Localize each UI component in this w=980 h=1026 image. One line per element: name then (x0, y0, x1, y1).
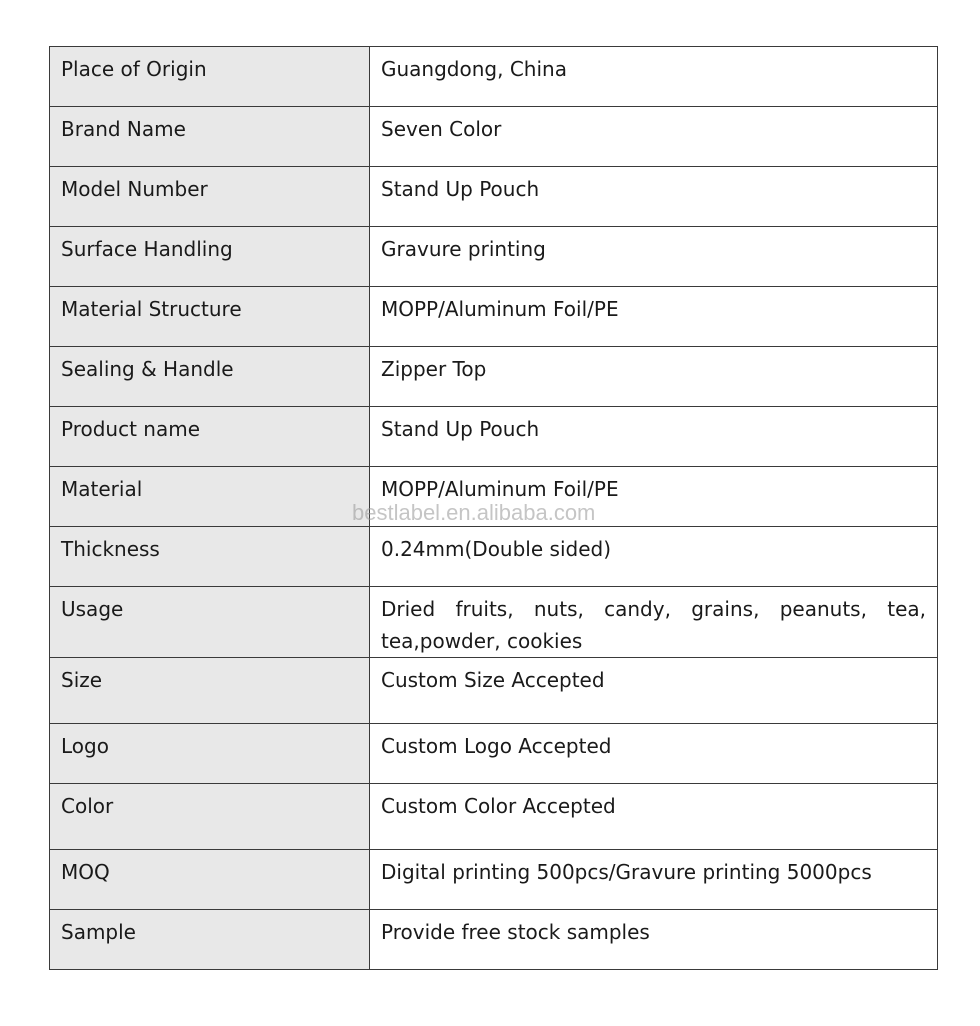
spec-label: Sealing & Handle (50, 347, 370, 407)
spec-value: Custom Size Accepted (370, 658, 938, 724)
spec-label: Product name (50, 407, 370, 467)
table-row (50, 658, 938, 724)
table-row (50, 467, 938, 527)
spec-value: Seven Color (370, 107, 938, 167)
spec-value: MOPP/Aluminum Foil/PE (370, 287, 938, 347)
table-row (50, 227, 938, 287)
spec-label: Place of Origin (50, 47, 370, 107)
spec-value: MOPP/Aluminum Foil/PE (370, 467, 938, 527)
spec-value: Gravure printing (370, 227, 938, 287)
table-row (50, 47, 938, 107)
spec-value: Provide free stock samples (370, 910, 938, 970)
spec-value: 0.24mm(Double sided) (370, 527, 938, 587)
table-row (50, 107, 938, 167)
table-row (50, 587, 938, 658)
spec-value: Custom Color Accepted (370, 784, 938, 850)
spec-value: Dried fruits, nuts, candy, grains, peanuts, tea, tea,powder, cookies (370, 587, 938, 658)
spec-label: Logo (50, 724, 370, 784)
spec-label: Sample (50, 910, 370, 970)
table-row (50, 347, 938, 407)
spec-label: Model Number (50, 167, 370, 227)
spec-value: Digital printing 500pcs/Gravure printing 5000pcs (370, 850, 938, 910)
spec-label: Size (50, 658, 370, 724)
table-row (50, 850, 938, 910)
spec-value: Guangdong, China (370, 47, 938, 107)
table-row (50, 407, 938, 467)
watermark: bestlabel.en.alibaba.com (352, 500, 596, 525)
spec-value: Zipper Top (370, 347, 938, 407)
spec-label: Usage (50, 587, 370, 658)
spec-label: Color (50, 784, 370, 850)
spec-label: Material (50, 467, 370, 527)
spec-value: Custom Logo Accepted (370, 724, 938, 784)
spec-label: Brand Name (50, 107, 370, 167)
spec-value: Stand Up Pouch (370, 167, 938, 227)
table-row (50, 167, 938, 227)
spec-label: Surface Handling (50, 227, 370, 287)
table-row (50, 784, 938, 850)
spec-label: Material Structure (50, 287, 370, 347)
product-spec-table (49, 46, 938, 970)
table-row (50, 724, 938, 784)
table-row (50, 287, 938, 347)
spec-value: Stand Up Pouch (370, 407, 938, 467)
spec-label: MOQ (50, 850, 370, 910)
spec-label: Thickness (50, 527, 370, 587)
table-row (50, 910, 938, 970)
table-row (50, 527, 938, 587)
